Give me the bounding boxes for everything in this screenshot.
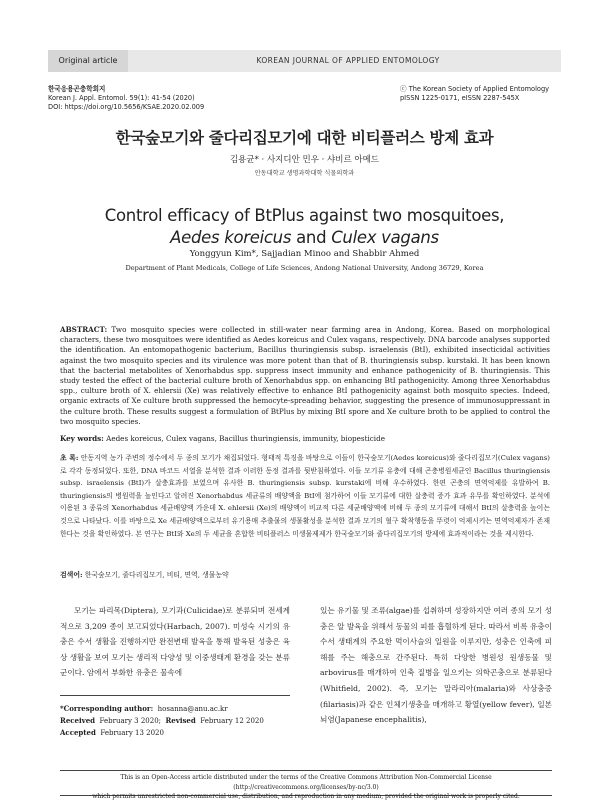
received-label: Received: [60, 716, 96, 725]
doi-link[interactable]: DOI: https://doi.org/10.5656/KSAE.2020.02.009: [48, 103, 205, 111]
license-footer: [60, 770, 552, 800]
issn-info: pISSN 1225-0171, eISSN 2287-545X: [400, 94, 520, 102]
abstract-text: Two mosquito species were collected in still-water near farming area in Andong, Korea. Based on morphological characters, these two mosquitoes were identified as Aedes koreicus and Culex vagans, respectively. DNA barcode analyses supported the identification. An entomopathogenic bacterium, Bacillus thuringiensis subsp. israelensis (BtI), exhibited insecticidal activities against the two mosquito species and its virulence was more potent than that of B. thuringiensis subsp. kurstaki. It has been known that the bacterial metabolites of Xenorhabdus spp. suppress insect immunity and enhance pathogenicity of B. thuringiensis. This study tested the effect of the bacterial culture broth of Xenorhabdus spp. on enhancing BtI pathogenicity. Among three Xenorhabdus spp., culture broth of X. ehlersii (Xe) was relatively effective to enhance BtI pathogenicity against both mosquito species. Indeed, organic extracts of Xe culture broth suppressed the hemocyte-spreading behavior, suggesting the presence of immunosuppressant in the culture broth. These results suggest a formulation of BtPlus by mixing BtI spore and Xe culture broth to be applied to control the two mosquito species.: [60, 325, 550, 426]
license-line2: which permits unrestricted non-commercial use, distribution, and reproduction in any medium, provided the original work is properly cited.: [92, 793, 520, 800]
keywords-ko-label: 검색어:: [60, 571, 83, 579]
keywords-ko-text: 한국숲모기, 줄다리집모기, 비티, 면역, 생물농약: [84, 571, 229, 579]
article-type-label: Original article: [48, 50, 128, 72]
title-english-line1: Control efficacy of BtPlus against two mosquitoes,: [104, 206, 505, 225]
corresponding-email[interactable]: hosanna@anu.ac.kr: [157, 705, 228, 713]
journal-title-ko: 한국응용곤충학회지: [48, 85, 106, 93]
keywords-text: Aedes koreicus, Culex vagans, Bacillus thuringiensis, immunity, biopesticide: [106, 434, 385, 443]
species-name-aedes: Aedes koreicus: [170, 228, 292, 247]
affiliation-english: Department of Plant Medicals, College of Life Sciences, Andong National University, Andong 36729, Korea: [125, 264, 484, 272]
title-korean: 한국숲모기와 줄다리집모기에 대한 비티플러스 방제 효과: [115, 129, 494, 147]
correspondence-block: [60, 703, 290, 739]
revised-date: February 12 2020: [200, 717, 264, 725]
license-line1: This is an Open-Access article distributed under the terms of the Creative Commons Attribution Non-Commercial License (http://creativecommons.org/licenses/by-nc/3.0): [120, 774, 492, 791]
journal-header-band: [48, 50, 561, 72]
abstract-english: [60, 325, 550, 427]
received-date: February 3 2020;: [99, 717, 162, 725]
abstract-label: ABSTRACT:: [60, 325, 108, 334]
body-column-left: [60, 603, 290, 681]
accepted-label: Accepted: [60, 728, 96, 737]
authors-english: Yonggyun Kim*, Sajjadian Minoo and Shabbir Ahmed: [189, 249, 420, 259]
society-copyright: ⓒ The Korean Society of Applied Entomology: [400, 85, 550, 93]
corresponding-label: *Corresponding author:: [60, 704, 154, 713]
keywords-english: [60, 434, 550, 444]
title-english-line2: [48, 228, 561, 247]
accepted-date: February 13 2020: [100, 729, 164, 737]
keywords-korean: [60, 570, 550, 580]
journal-name-header: KOREAN JOURNAL OF APPLIED ENTOMOLOGY: [256, 56, 440, 65]
abstract-ko-text: 안동지역 농가 주변의 정수에서 두 종의 모기가 채집되었다. 형태적 특징을 바탕으로 이들이 한국숲모기(Aedes koreicus)와 줄다리집모기(Culex vagans)로 각각 동정되었다. 또한, DNA 바코드 서열을 분석한 결과 이러한 동정 결과를 뒷받침하였다. 이들 모기류 유충에 대해 곤충병원세균인 Bacillus thuringiensis subsp. israelensis (BtI)가 살충효과를 보였으며 유사한 B. thuringiensis subsp. kurstaki에 비해 우수하였다. 한편 곤충의 면역억제를 유발하여 B. thuringiensis의 병원력을 높인다고 알려진 Xenorhabdus 세균류의 배양액을 BtI에 첨가하여 이들 모기류에 대한 살충력 증가 효과 유무를 확인하였다. 분석에 이용된 3 종류의 Xenorhabdus 세균배양액 가운데 X. ehlersii (Xe)의 배양액이 비교적 다른 세균배양액에 비해 두 종의 모기류에 대해서 BtI의 살충력을 높이는 것으로 나타났다. 이를 바탕으로 Xe 세균배양액으로부터 유기용매 추출물의 생물활성을 분석한 결과 모기의 혈구 확착행동을 뚜렷이 억제시키는 면역억제자가 존재한다는 것을 확인하였다. 본 연구는 BtI와 Xe의 두 세균을 혼합한 비티플러스 미생물제제가 한국숲모기와 줄다리집모기의 방제에 효과적이라는 것을 제시한다.: [60, 454, 550, 538]
affiliation-korean: 안동대학교 생명과학대학 식물의학과: [254, 170, 355, 177]
body-column-right: 있는 유기물 및 조류(algae)를 섭취하며 성장하지만 여러 종의 모기 성충은 알 발육을 위해서 동물의 피를 흡혈하게 된다. 따라서 비록 유충이 수서 생태계의 주요한 먹이사슬의 일원을 이루지만, 성충은 인축에 피해를 주는 해충으로 간주된다. 특히 다양한 병원성 원생동물 및 arbovirus를 매개하여 인축 질병을 일으키는 의학곤충으로 분류된다(Whitfield, 2002). 즉, 모기는 말라리아(malaria)와 사상충증(filariasis)과 같은 인체기생충을 매개하고 황열(yellow fever), 일본뇌염(Japanese encephalitis),: [320, 606, 552, 725]
body-left-text: 모기는 파리목(Diptera), 모기과(Culicidae)로 분류되며 전세계적으로 3,209 종이 보고되었다(Harbach, 2007). 미성숙 시기의 유충은 수서 생활을 진행하지만 완전변태 발육을 통해 발육된 성충은 육상 생활을 보여 모기는 생리적 다양성 및 이중생태계 환경을 갖는 분류군이다. 암에서 부화한 유충은 물속에: [60, 606, 290, 678]
journal-citation: Korean J. Appl. Entomol. 59(1): 41-54 (2020): [48, 94, 195, 102]
footnote-divider: [60, 695, 290, 696]
abstract-korean: [60, 452, 550, 540]
title-conjunction: and: [291, 228, 332, 247]
species-name-culex: Culex vagans: [331, 228, 439, 247]
revised-label: Revised: [165, 716, 196, 725]
authors-korean: 김용균* · 사지디안 민우 · 샤비르 아메드: [229, 155, 380, 165]
abstract-ko-label: 초 록:: [60, 454, 79, 462]
license-text: [60, 773, 552, 802]
keywords-label: Key words:: [60, 434, 104, 443]
